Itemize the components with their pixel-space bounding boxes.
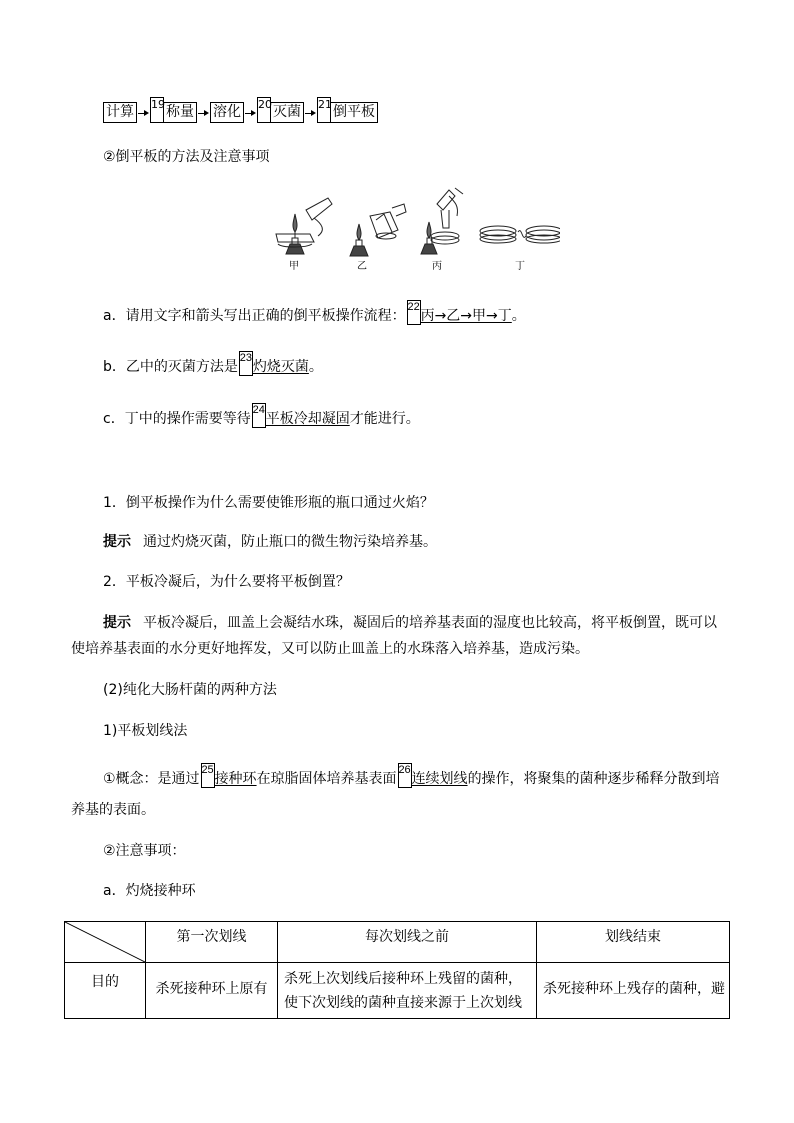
item-c [103, 403, 420, 428]
arrow-icon [244, 104, 257, 123]
hint-1-text: 通过灼烧灭菌，防止瓶口的微生物污染培养基。 [143, 534, 437, 550]
answer-number-26: 26 [398, 763, 412, 788]
flow-step-calc: 计算 [103, 102, 137, 123]
item-a [103, 300, 526, 325]
item-b-text: b．乙中的灭菌方法是 [103, 359, 238, 375]
hint-label: 提示 [103, 534, 131, 550]
table-row-label: 目的 [65, 963, 146, 1019]
hint-label: 提示 [103, 615, 131, 631]
item-b-end: 。 [308, 359, 323, 375]
answer-number-23: 23 [239, 351, 253, 376]
item-a-text: a．请用文字和箭头写出正确的倒平板操作流程： [103, 308, 406, 324]
answer-23: 灼烧灭菌 [252, 359, 309, 375]
table-cell [278, 963, 537, 1019]
diagonal-line [65, 922, 145, 962]
flow-step-dissolve: 溶化 [210, 102, 244, 123]
hint-1 [103, 533, 437, 551]
table-corner-cell [65, 922, 146, 963]
answer-24: 平板冷却凝固 [265, 411, 350, 427]
item-c-text: c．丁中的操作需要等待 [103, 411, 251, 427]
table-cell: 杀死接种环上残存的菌种，避 [537, 963, 730, 1019]
answer-number-25: 25 [201, 763, 215, 788]
arrow-icon [304, 104, 317, 123]
section-heading-pour-plate: ②倒平板的方法及注意事项 [103, 149, 270, 165]
note-a: a．灼烧接种环 [103, 883, 196, 899]
answer-number-24: 24 [252, 403, 266, 428]
concept-text-b: 在琼脂固体培养基表面 [256, 771, 397, 787]
table-header: 划线结束 [537, 922, 730, 963]
flow-step-weigh: 称量 [164, 102, 197, 123]
arrow-icon [197, 104, 210, 123]
item-a-end: 。 [511, 308, 526, 324]
table-header: 每次划线之前 [278, 922, 537, 963]
concept-line-2: 养基的表面。 [71, 802, 155, 818]
figure-label-yi: 乙 [357, 261, 367, 272]
table-cell-line: 使下次划线的菌种直接来源于上次划线 [284, 995, 522, 1011]
table-cell-line: 杀死上次划线后接种环上残留的菌种， [284, 971, 522, 987]
answer-number-19: 19 [150, 97, 164, 123]
notes-heading: ②注意事项： [103, 843, 186, 859]
table-header: 第一次划线 [146, 922, 278, 963]
section-heading-purify: (2)纯化大肠杆菌的两种方法 [103, 682, 277, 698]
answer-number-20: 20 [257, 97, 271, 123]
question-1: 1．倒平板操作为什么需要使锥形瓶的瓶口通过火焰？ [103, 495, 434, 511]
concept-line [103, 763, 720, 788]
media-prep-flowchart [103, 95, 378, 123]
hint-2-line1: 平板冷凝后，皿盖上会凝结水珠，凝固后的培养基表面的湿度也比较高，将平板倒置，既可以 [143, 615, 717, 631]
answer-25: 接种环 [214, 771, 257, 787]
concept-text-a: ①概念：是通过 [103, 771, 200, 787]
answer-number-22: 22 [407, 300, 421, 325]
hint-2-line2: 使培养基表面的水分更好地挥发，又可以防止皿盖上的水珠落入培养基，造成污染。 [71, 641, 589, 657]
flow-step-sterilize: 灭菌 [271, 102, 304, 123]
flow-step-pour-plate: 倒平板 [331, 102, 378, 123]
figure-label-bing: 丙 [432, 261, 442, 272]
table-cell: 杀死接种环上原有 [146, 963, 278, 1019]
question-2: 2．平板冷凝后，为什么要将平板倒置？ [103, 574, 350, 590]
subsection-streak-plate: 1)平板划线法 [103, 723, 188, 739]
answer-26: 连续划线 [411, 771, 468, 787]
item-c-end: 才能进行。 [349, 411, 420, 427]
streak-table [64, 921, 730, 1019]
figure-label-jia: 甲 [289, 261, 299, 272]
answer-number-21: 21 [317, 97, 331, 123]
answer-22: 丙→乙→甲→丁 [420, 308, 512, 324]
concept-text-c: 的操作，将聚集的菌种逐步稀释分散到培 [467, 771, 720, 787]
figure-label-ding: 丁 [515, 261, 525, 272]
arrow-icon [137, 104, 150, 123]
hint-2 [103, 614, 723, 632]
item-b [103, 351, 323, 376]
